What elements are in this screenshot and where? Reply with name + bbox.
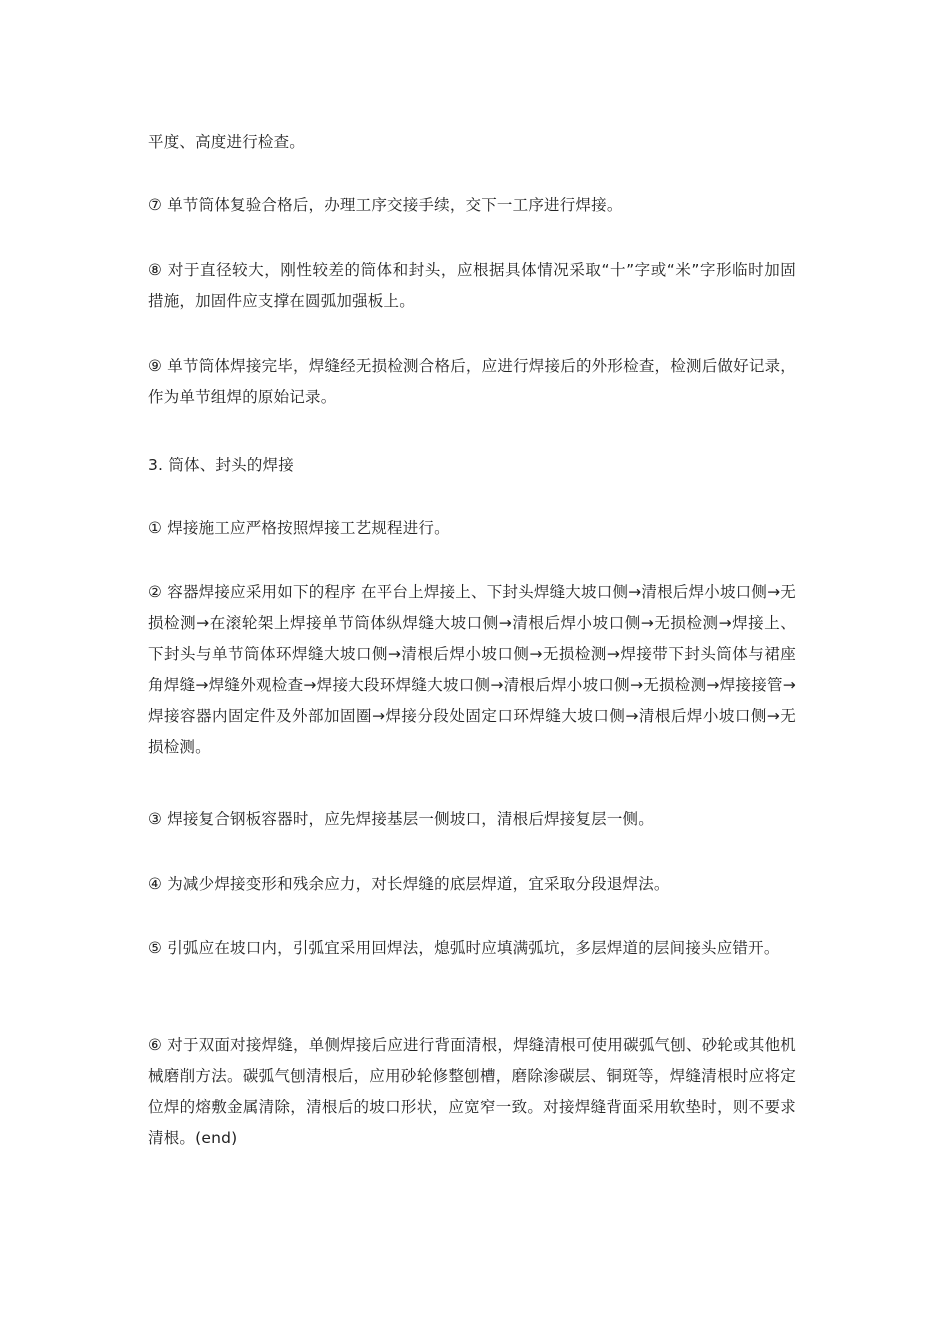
- section-heading-welding: 3. 筒体、封头的焊接: [148, 456, 294, 474]
- paragraph-step-7: ⑦ 单节筒体复验合格后，办理工序交接手续，交下一工序进行焊接。: [148, 196, 623, 214]
- paragraph-weld-4: ④ 为减少焊接变形和残余应力，对长焊缝的底层焊道，宜采取分段退焊法。: [148, 875, 670, 893]
- paragraph-weld-1: ① 焊接施工应严格按照焊接工艺规程进行。: [148, 519, 450, 537]
- paragraph-step-8: ⑧ 对于直径较大，刚性较差的筒体和封头，应根据具体情况采取“十”字或“米”字形临时加固措施，加固件应支撑在圆弧加强板上。: [148, 261, 796, 310]
- paragraph-weld-5: ⑤ 引弧应在坡口内，引弧宜采用回焊法，熄弧时应填满弧坑，多层焊道的层间接头应错开。: [148, 939, 780, 957]
- paragraph-weld-6: ⑥ 对于双面对接焊缝，单侧焊接后应进行背面清根，焊缝清根可使用碳弧气刨、砂轮或其他机械磨削方法。碳弧气刨清根后，应用砂轮修整刨槽，磨除渗碳层、铜斑等，焊缝清根时应将定位焊的熔敷金属清除，清根后的坡口形状，应宽窄一致。对接焊缝背面采用软垫时，则不要求清根。(end): [148, 1036, 796, 1147]
- paragraph-weld-2: ② 容器焊接应采用如下的程序 在平台上焊接上、下封头焊缝大坡口侧→清根后焊小坡口侧→无损检测→在滚轮架上焊接单节筒体纵焊缝大坡口侧→清根后焊小坡口侧→无损检测→焊接上、下封头与单节筒体环焊缝大坡口侧→清根后焊小坡口侧→无损检测→焊接带下封头筒体与裙座角焊缝→焊缝外观检查→焊接大段环焊缝大坡口侧→清根后焊小坡口侧→无损检测→焊接接管→焊接容器内固定件及外部加固圈→焊接分段处固定口环焊缝大坡口侧→清根后焊小坡口侧→无损检测。: [148, 583, 796, 756]
- paragraph-step-9: ⑨ 单节筒体焊接完毕，焊缝经无损检测合格后，应进行焊接后的外形检查，检测后做好记录，作为单节组焊的原始记录。: [148, 357, 796, 406]
- paragraph-flatness-check: 平度、高度进行检查。: [148, 133, 306, 151]
- paragraph-weld-3: ③ 焊接复合钢板容器时，应先焊接基层一侧坡口，清根后焊接复层一侧。: [148, 810, 654, 828]
